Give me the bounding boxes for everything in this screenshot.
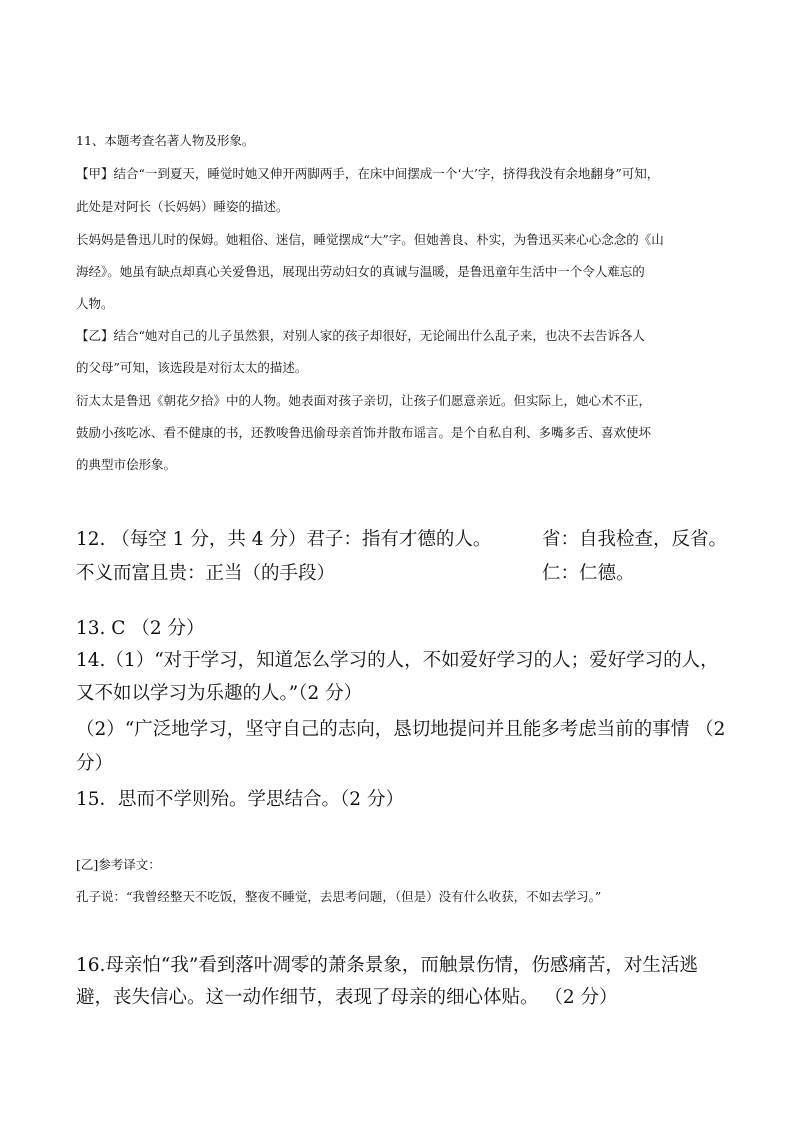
q11-changma-line1: 长妈妈是鲁迅儿时的保姆。她粗俗、迷信，睡觉摆成“大”字。但她善良、朴实，为鲁迅买来心心念念的《山 xyxy=(76,232,664,247)
q13-answer: 13. C （2 分） xyxy=(76,618,205,639)
q14-line4: 分） xyxy=(76,753,114,774)
q12-prefix: 12. （每空 1 分，共 4 分）君子：指有才德的人。 xyxy=(76,529,492,550)
q16-line2: 避，丧失信心。这一动作细节，表现了母亲的细心体贴。 （2 分） xyxy=(76,987,618,1008)
q12-ren: 仁：仁德。 xyxy=(542,563,635,584)
q12-buyi: 不义而富且贵：正当（的手段） xyxy=(76,563,336,584)
q11-yi-line2: 的父母”可知，该选段是对衍太太的描述。 xyxy=(76,360,308,375)
translation-heading: [乙]参考译文： xyxy=(76,857,161,872)
q11-yi-line1: 【乙】结合“她对自己的儿子虽然狠，对别人家的孩子却很好，无论闹出什么乱子来，也决不去告诉各人 xyxy=(76,328,645,343)
q11-yantai-line2: 鼓励小孩吃冰、看不健康的书，还教唆鲁迅偷母亲首饰并散布谣言。是个自私自利、多嘴多舌、喜欢使坏 xyxy=(76,425,652,440)
q14-line1: 14.（1）“对于学习，知道怎么学习的人，不如爱好学习的人；爱好学习的人， xyxy=(76,650,719,671)
translation-text: 孔子说：“我曾经整天不吃饭，整夜不睡觉，去思考问题，（但是）没有什么收获，不如去学习。” xyxy=(76,889,602,904)
q11-jia-line2: 此处是对阿长（长妈妈）睡姿的描述。 xyxy=(76,199,289,214)
q11-yantai-line1: 衍太太是鲁迅《朝花夕拾》中的人物。她表面对孩子亲切，让孩子们愿意亲近。但实际上，她心术不正， xyxy=(76,393,652,408)
q14-line3: （2）“广泛地学习，坚守自己的志向，恳切地提问并且能多考虑当前的事情 （2 xyxy=(76,719,726,740)
q14-line2: 又不如以学习为乐趣的人。”（2 分） xyxy=(76,683,363,704)
q15-answer: 15．思而不学则殆。学思结合。（2 分） xyxy=(76,789,404,810)
q11-changma-line3: 人物。 xyxy=(76,296,114,311)
q16-line1: 16.母亲怕“我”看到落叶凋零的萧条景象，而触景伤情，伤感痛苦，对生活逃 xyxy=(76,955,698,976)
q11-changma-line2: 海经》。她虽有缺点却真心关爱鲁迅，展现出劳动妇女的真诚与温暖，是鲁迅童年生活中一个令人难忘的 xyxy=(76,264,645,279)
q12-sheng: 省：自我检查，反省。 xyxy=(542,529,728,550)
q11-jia-line1: 【甲】结合“一到夏天，睡觉时她又伸开两脚两手，在床中间摆成一个‘大’字，挤得我没有余地翻身”可知， xyxy=(76,166,660,181)
q11-title: 11、本题考查名著人物及形象。 xyxy=(76,133,255,148)
q11-yantai-line3: 的典型市侩形象。 xyxy=(76,457,177,472)
